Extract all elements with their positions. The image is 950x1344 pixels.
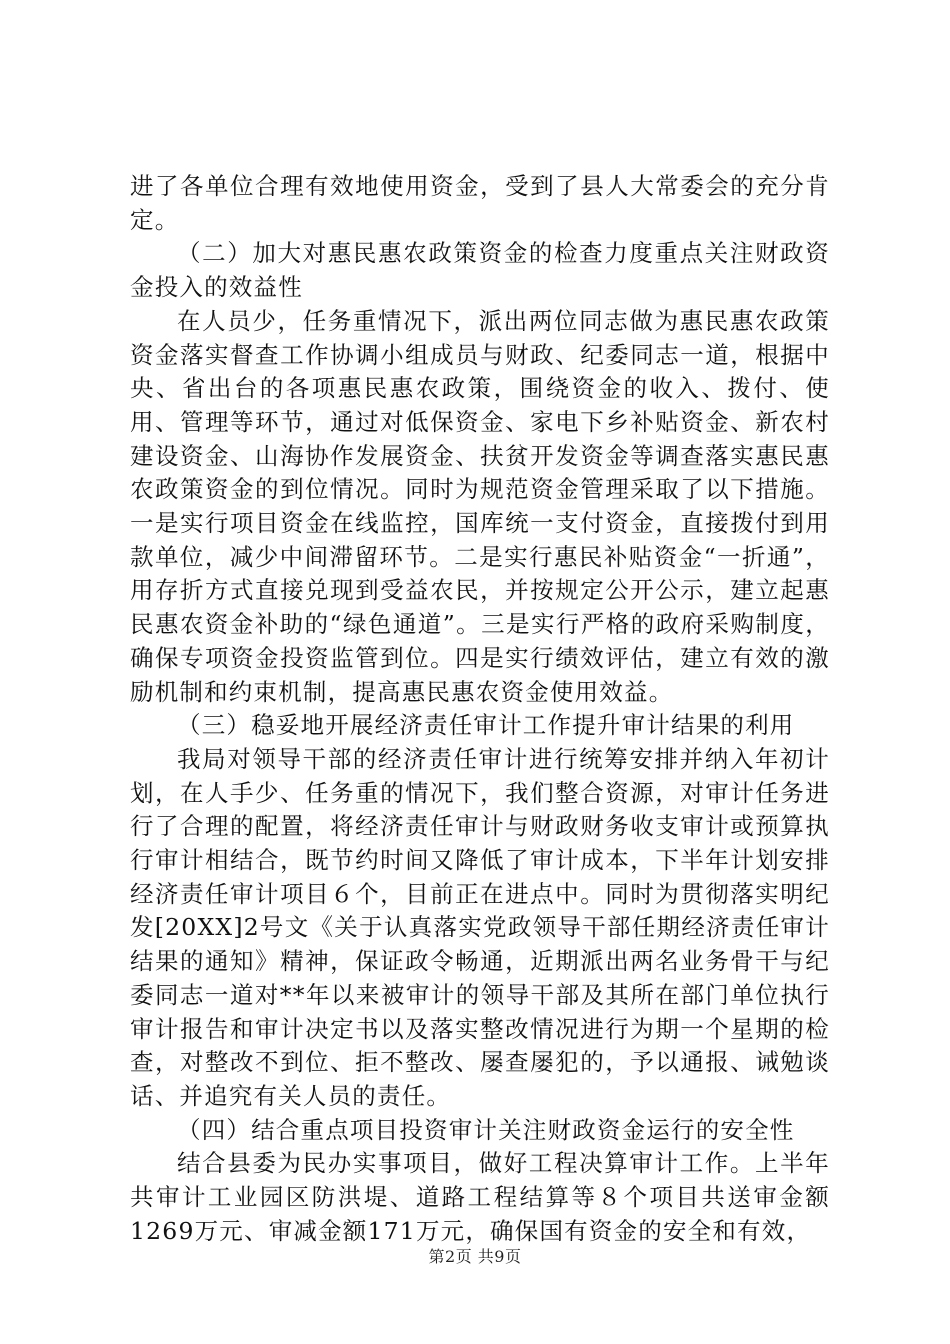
section-heading-3: （三）稳妥地开展经济责任审计工作提升审计结果的利用 [177,711,795,740]
document-body [130,170,830,1249]
body-paragraph-project-audit: 结合县委为民办实事项目，做好工程决算审计工作。上半年共审计工业园区防洪堤、道路工程结算等８个项目共送审金额1269万元、审减金额171万元，确保国有资金的安全和有效， [130,1149,830,1245]
section-heading-4: （四）结合重点项目投资审计关注财政资金运行的安全性 [177,1115,795,1144]
page-number-footer: 第2页 共9页 [428,1247,522,1266]
section-heading-2: （二）加大对惠民惠农政策资金的检查力度重点关注财政资金投入的效益性 [130,239,830,302]
body-paragraph-continuation: 进了各单位合理有效地使用资金，受到了县人大常委会的充分肯定。 [130,172,830,234]
body-paragraph-economic-audit: 我局对领导干部的经济责任审计进行统筹安排并纳入年初计划，在人手少、任务重的情况下，我们整合资源，对审计任务进行了合理的配置，将经济责任审计与财政财务收支审计或预算执行审计相结合，既节约时间又降低了审计成本，下半年计划安排经济责任审计项目６个，目前正在进点中。同时为贯彻落实明纪发[20XX]2号文《关于认真落实党政领导干部任期经济责任审计结果的通知》精神，保证政令畅通，近期派出两名业务骨干与纪委同志一道对**年以来被审计的领导干部及其所在部门单位执行审计报告和审计决定书以及落实整改情况进行为期一个星期的检查，对整改不到位、拒不整改、屡查屡犯的，予以通报、诫勉谈话、并追究有关人员的责任。 [130,744,830,1110]
body-paragraph-policy-funds: 在人员少，任务重情况下，派出两位同志做为惠民惠农政策资金落实督查工作协调小组成员与财政、纪委同志一道，根据中央、省出台的各项惠民惠农政策，围绕资金的收入、拨付、使用、管理等环节，通过对低保资金、家电下乡补贴资金、新农村建设资金、山海协作发展资金、扶贫开发资金等调查落实惠民惠农政策资金的到位情况。同时为规范资金管理采取了以下措施。一是实行项目资金在线监控，国库统一支付资金，直接拨付到用款单位，减少中间滞留环节。二是实行惠民补贴资金“一折通”，用存折方式直接兑现到受益农民，并按规定公开公示，建立起惠民惠农资金补助的“绿色通道”。三是实行严格的政府采购制度，确保专项资金投资监管到位。四是实行绩效评估，建立有效的激励机制和约束机制，提高惠民惠农资金使用效益。 [130,306,830,706]
